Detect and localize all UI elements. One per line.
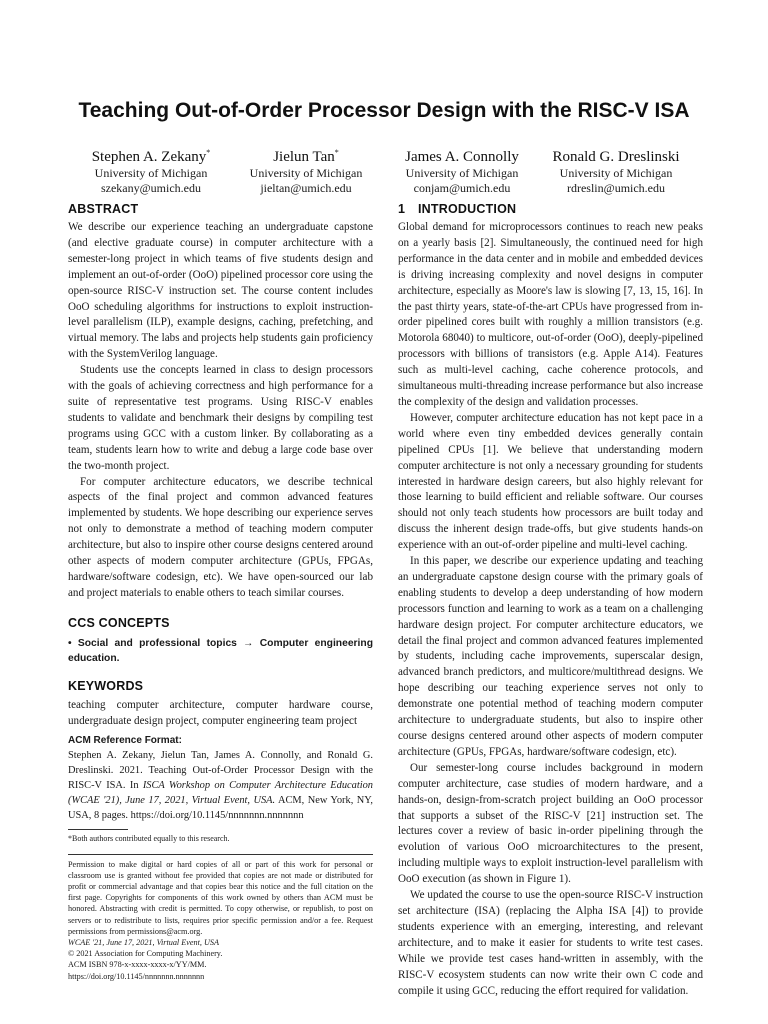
acm-reference-text: Stephen A. Zekany, Jielun Tan, James A. Connolly, and Ronald G. Dreslinski. 2021. Teaching Out-of-Order Processor Design with the RISC-V ISA. In ISCA Workshop on Computer Architecture Education (WCAE '21), June 17, 2021, Virtual Event, USA. ACM, New York, NY, USA, 8 pages. https://doi.org/10.1145/nnnnnnn.nnnnnnn: [68, 749, 374, 821]
intro-paragraph: However, computer architecture education has not kept pace in a world where even tiny embedded devices generally contain pipelined CPUs [1]. We believe that understanding modern computer architecture is not only a necessary grounding for students interested in hardware design careers, but also highly relevant for those learning to build efficient and reliable software. Our courses should not only teach students how processors are built today and discuss the inherent design trade-offs, but give students hands-on experience with an out-of-order pipeline and multi-level caching.: [398, 411, 703, 552]
author-name: Ronald G. Dreslinski: [552, 149, 680, 165]
author-name: Stephen A. Zekany*: [91, 148, 211, 165]
ccs-heading: CCS CONCEPTS: [68, 615, 170, 630]
intro-paragraph: Our semester-long course includes background in modern computer architecture, case studies of modern hardware, and a hands-on, design-from-scratch project building an OoO processor that supports a subset of the RISC-V [21] instruction set. The lectures cover a review of basic in-order pipelining through the evolution of various OoO microarchitectures to the present, including multiple ways to exploit instruction-level parallelism with OoO execution (as shown in Figure 1).: [398, 761, 703, 886]
footnote: *Both authors contributed equally to this research.: [68, 833, 230, 843]
copyright-line: © 2021 Association for Computing Machinery.: [68, 949, 223, 959]
author-email: conjam@umich.edu: [413, 181, 511, 195]
intro-paragraph: Global demand for microprocessors continues to reach new peaks on a yearly basis [2]. Simultaneously, the continued need for high performance in the data center and in mobile and embedded devices is driving increasing complexity and novel designs in computer architecture, especially as Moore's law is slowing [7, 13, 15, 16]. In the past thirty years, state-of-the-art CPUs have progressed from in-order pipelined cores built with roughly a million transistors (e.g. Motorola 68040) to multicore, out-of-order (OoO), deeply-pipelined processors with billions of transistors (e.g. Apple A14). Features such as multi-level caching, cache coherence protocols, and simultaneous multi-threading increase performance but also increase the complexity of the design and validation processes.: [398, 221, 703, 408]
abstract-paragraph: We describe our experience teaching an undergraduate capstone (and elective graduate course) in computer architecture with a semester-long project in which teams of five students design and implement an out-of-order (OoO) pipelined processor core using the open-source RISC-V instruction set. The course content includes OoO scheduling algorithms for instructions to exploit instruction-level parallelism (ILP), example designs, caching, prefetching, and virtual memory. The labs and projects help students gain proficiency with the SystemVerilog language.: [68, 221, 373, 361]
author-email: rdreslin@umich.edu: [566, 181, 666, 195]
conference-line: WCAE '21, June 17, 2021, Virtual Event, USA: [68, 937, 219, 947]
keywords-heading: KEYWORDS: [68, 678, 144, 693]
ccs-concept-item: • Social and professional topics → Computer engineering education.: [68, 637, 373, 664]
abstract-heading: ABSTRACT: [68, 202, 139, 216]
author-email: szekany@umich.edu: [100, 181, 202, 195]
author-affiliation: University of Michigan: [405, 166, 519, 180]
paper-title: Teaching Out-of-Order Processor Design with the RISC-V ISA: [78, 99, 690, 122]
author-block: [377, 144, 547, 196]
author-block: [531, 144, 701, 196]
abstract-paragraph: Students use the concepts learned in class to design processors with the goals of achieving correctness and high performance for a suite of representative test programs. Using RISC-V enables students to validate and benchmark their designs by compiling test programs using GCC with a custom linker. By collaborating as a team, students learn how to write and debug a large code base over the two-month project.: [68, 364, 373, 472]
author-affiliation: University of Michigan: [559, 166, 673, 180]
keywords-text: teaching computer architecture, computer hardware course, undergraduate design project, computer engineering team project: [68, 698, 373, 727]
right-column: [398, 202, 703, 999]
author-affiliation: University of Michigan: [249, 166, 363, 180]
author-block: [221, 144, 391, 196]
intro-paragraph: In this paper, we describe our experience updating and teaching an undergraduate capstone design course with the primary goals of enabling students to develop a deep understanding of how modern processors function and learning to work as a team on a challenging hardware design project. For computer architecture educators, we detail the final project and common advanced features implemented by students, including cache improvements, superscalar design, advanced branch predictors, and multicore/multithread designs. We hope describing our teaching experience serves not only to demonstrate one potential method of teaching modern computer architecture to undergraduate students, but also to inspire other course designs centered around other aspects of modern computer architecture (GPUs, FPGAs, hardware/software codesign, etc).: [398, 555, 703, 758]
introduction-heading: 1 INTRODUCTION: [398, 202, 517, 216]
doi-line: https://doi.org/10.1145/nnnnnnn.nnnnnnn: [68, 971, 205, 981]
author-email: jieltan@umich.edu: [260, 181, 352, 195]
author-block: [66, 144, 236, 196]
isbn-line: ACM ISBN 978-x-xxxx-xxxx-x/YY/MM.: [68, 960, 207, 970]
author-affiliation: University of Michigan: [94, 166, 208, 180]
left-column: [68, 202, 373, 982]
author-name: Jielun Tan*: [273, 148, 339, 165]
author-name: James A. Connolly: [405, 149, 519, 165]
abstract-paragraph: For computer architecture educators, we describe technical aspects of the final project and common advanced features implemented by students. We hope describing our experience serves not only to demonstrate a method of teaching modern computer architecture, but also to inspire other course designs centered around other aspects of modern computer architecture (GPUs, FPGAs, hardware/software codesign, etc). We have open-sourced our lab and project materials to enable others to teach similar courses.: [68, 475, 373, 599]
acm-reference-heading: ACM Reference Format:: [68, 734, 182, 746]
intro-paragraph: We updated the course to use the open-source RISC-V instruction set architecture (ISA) (replacing the Alpha ISA [4]) to provide students experience with an emerging, interesting, and relevant architecture, and to make it easier for students to write test cases. While we provide test cases hand-written in assembly, with the RISC-V ecosystem students can now write their own C code and compile it using GCC, reducing the effort required for validation.: [398, 889, 703, 997]
permission-notice: Permission to make digital or hard copies of all or part of this work for personal or classroom use is granted without fee provided that copies are not made or distributed for profit or commercial advantage and that copies bear this notice and the full citation on the first page. Copyrights for components of this work owned by others than ACM must be honored. Abstracting with credit is permitted. To copy otherwise, or republish, to post on servers or to redistribute to lists, requires prior specific permission and/or a fee. Request permissions from permissions@acm.org.: [68, 859, 373, 936]
